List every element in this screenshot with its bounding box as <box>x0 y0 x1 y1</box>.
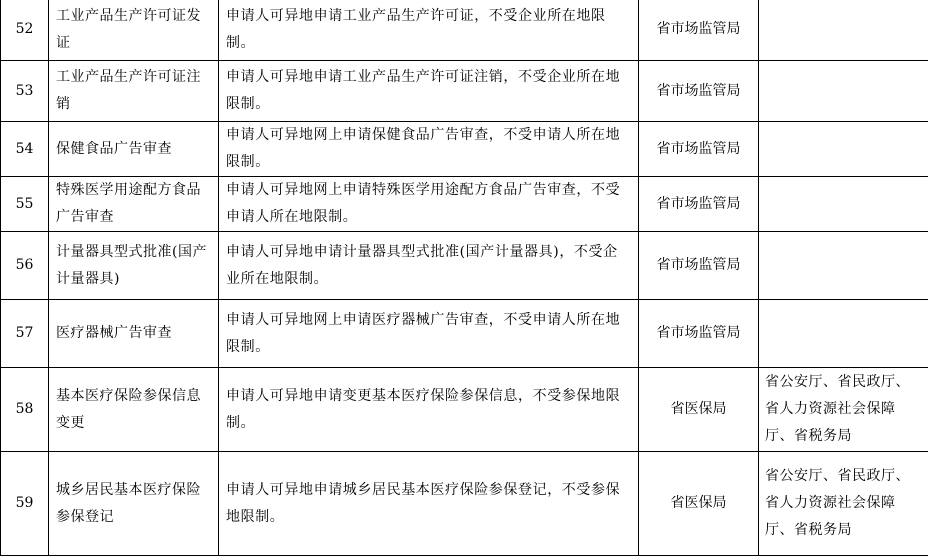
row-number: 59 <box>1 452 49 556</box>
lead-department: 省市场监管局 <box>639 61 759 122</box>
cooperating-departments <box>759 177 928 232</box>
row-number: 54 <box>1 122 49 177</box>
row-number: 56 <box>1 232 49 300</box>
cooperating-departments <box>759 122 928 177</box>
row-number: 55 <box>1 177 49 232</box>
row-number: 53 <box>1 61 49 122</box>
table-row <box>1 122 928 177</box>
item-name: 特殊医学用途配方食品广告审查 <box>49 177 219 232</box>
lead-department: 省市场监管局 <box>639 300 759 368</box>
table-row <box>1 177 928 232</box>
item-description: 申请人可异地申请工业产品生产许可证注销，不受企业所在地限制。 <box>219 61 639 122</box>
item-description: 申请人可异地网上申请医疗器械广告审查，不受申请人所在地限制。 <box>219 300 639 368</box>
table-row <box>1 368 928 452</box>
lead-department: 省医保局 <box>639 368 759 452</box>
item-description: 申请人可异地网上申请特殊医学用途配方食品广告审查，不受申请人所在地限制。 <box>219 177 639 232</box>
item-name: 保健食品广告审查 <box>49 122 219 177</box>
row-number: 52 <box>1 0 49 61</box>
lead-department: 省市场监管局 <box>639 0 759 61</box>
table-row <box>1 61 928 122</box>
item-name: 计量器具型式批准(国产计量器具) <box>49 232 219 300</box>
cooperating-departments: 省公安厅、省民政厅、省人力资源社会保障厅、省税务局 <box>759 452 928 556</box>
item-description: 申请人可异地申请计量器具型式批准(国产计量器具)，不受企业所在地限制。 <box>219 232 639 300</box>
table-row <box>1 300 928 368</box>
item-name: 医疗器械广告审查 <box>49 300 219 368</box>
cooperating-departments: 省公安厅、省民政厅、省人力资源社会保障厅、省税务局 <box>759 368 928 452</box>
lead-department: 省市场监管局 <box>639 232 759 300</box>
row-number: 58 <box>1 368 49 452</box>
item-name: 工业产品生产许可证注销 <box>49 61 219 122</box>
lead-department: 省医保局 <box>639 452 759 556</box>
item-description: 申请人可异地申请城乡居民基本医疗保险参保登记，不受参保地限制。 <box>219 452 639 556</box>
item-name: 城乡居民基本医疗保险参保登记 <box>49 452 219 556</box>
cooperating-departments <box>759 232 928 300</box>
table-row <box>1 452 928 556</box>
item-description: 申请人可异地申请工业产品生产许可证，不受企业所在地限制。 <box>219 0 639 61</box>
cooperating-departments <box>759 300 928 368</box>
table-row <box>1 232 928 300</box>
lead-department: 省市场监管局 <box>639 122 759 177</box>
cooperating-departments <box>759 0 928 61</box>
item-name: 基本医疗保险参保信息变更 <box>49 368 219 452</box>
cooperating-departments <box>759 61 928 122</box>
item-description: 申请人可异地网上申请保健食品广告审查，不受申请人所在地限制。 <box>219 122 639 177</box>
lead-department: 省市场监管局 <box>639 177 759 232</box>
item-name: 工业产品生产许可证发证 <box>49 0 219 61</box>
item-description: 申请人可异地申请变更基本医疗保险参保信息，不受参保地限制。 <box>219 368 639 452</box>
table-row <box>1 0 928 61</box>
row-number: 57 <box>1 300 49 368</box>
